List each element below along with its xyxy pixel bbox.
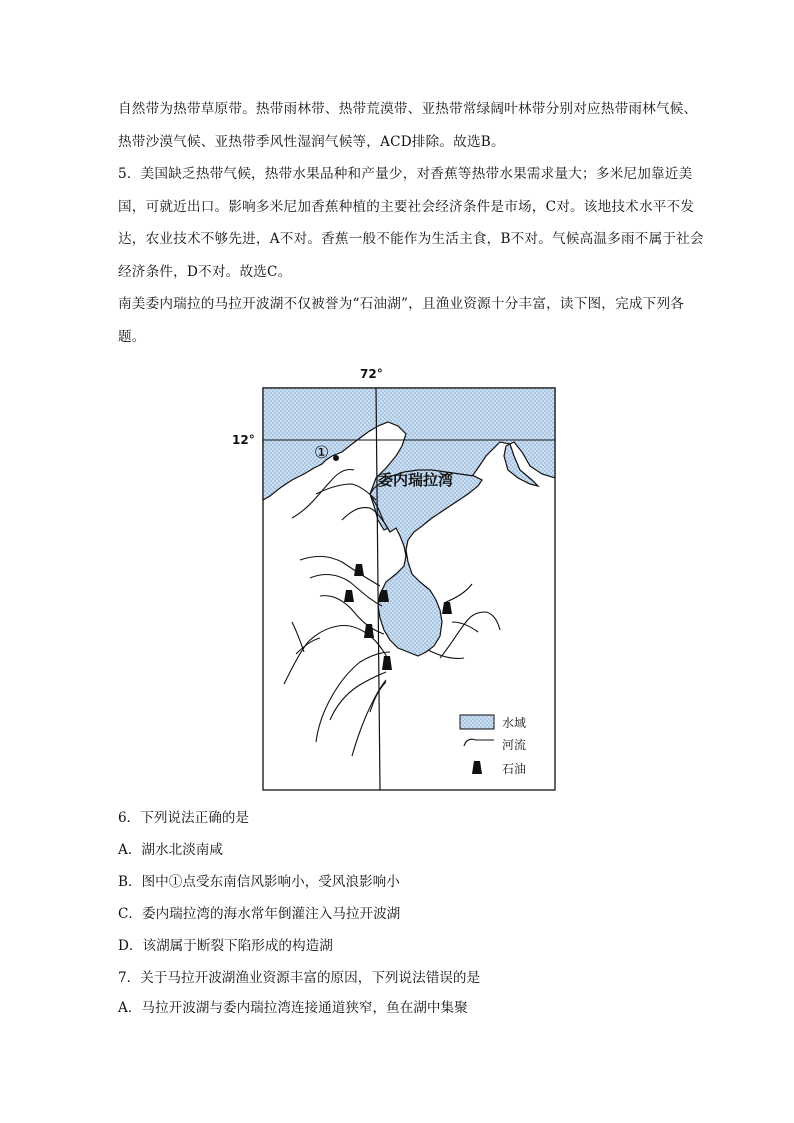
legend-oil-label: 石油 (502, 762, 527, 776)
point-1-marker (333, 455, 339, 461)
longitude-label: 72° (360, 367, 383, 381)
question-6-option-b: B．图中①点受东南信风影响小，受风浪影响小 (118, 874, 400, 890)
gulf-label: 委内瑞拉湾 (378, 471, 454, 489)
question-6-stem: 6．下列说法正确的是 (118, 810, 249, 826)
answer-paragraph-5: 5．美国缺乏热带气候，热带水果品种和产量少，对香蕉等热带水果需求量大；多米尼加靠近美国，可就近出口。影响多米尼加香蕉种植的主要社会经济条件是市场，C对。该地技术水平不发达，农业技术不够先进，A不对。香蕉一般不能作为生活主食，B不对。气候高温多雨不属于社会经济条件，D不对。故选C。 (118, 166, 704, 280)
question-7-option-a: A．马拉开波湖与委内瑞拉湾连接通道狭窄，鱼在湖中集聚 (118, 1000, 468, 1016)
latitude-label: 12° (232, 433, 255, 447)
point-1-label: ① (314, 443, 330, 463)
legend-water-label: 水域 (502, 716, 527, 730)
question-6-option-c: C．委内瑞拉湾的海水常年倒灌注入马拉开波湖 (118, 906, 401, 922)
question-7-stem: 7．关于马拉开波湖渔业资源丰富的原因，下列说法错误的是 (118, 970, 481, 986)
legend-river-label: 河流 (502, 738, 527, 752)
answer-paragraph-4: 自然带为热带草原带。热带雨林带、热带荒漠带、亚热带常绿阔叶林带分别对应热带雨林气候、热带沙漠气候、亚热带季风性湿润气候等，ACD排除。故选B。 (118, 101, 698, 150)
question-6-option-a: A．湖水北淡南咸 (118, 842, 223, 858)
question-6-option-d: D．该湖属于断裂下陷形成的构造湖 (118, 938, 333, 954)
legend-water-swatch (460, 715, 494, 729)
maracaibo-lake-map (220, 360, 570, 800)
intro-paragraph: 南美委内瑞拉的马拉开波湖不仅被誉为“石油湖”，且渔业资源十分丰富，读下图，完成下列各题。 (118, 296, 685, 345)
